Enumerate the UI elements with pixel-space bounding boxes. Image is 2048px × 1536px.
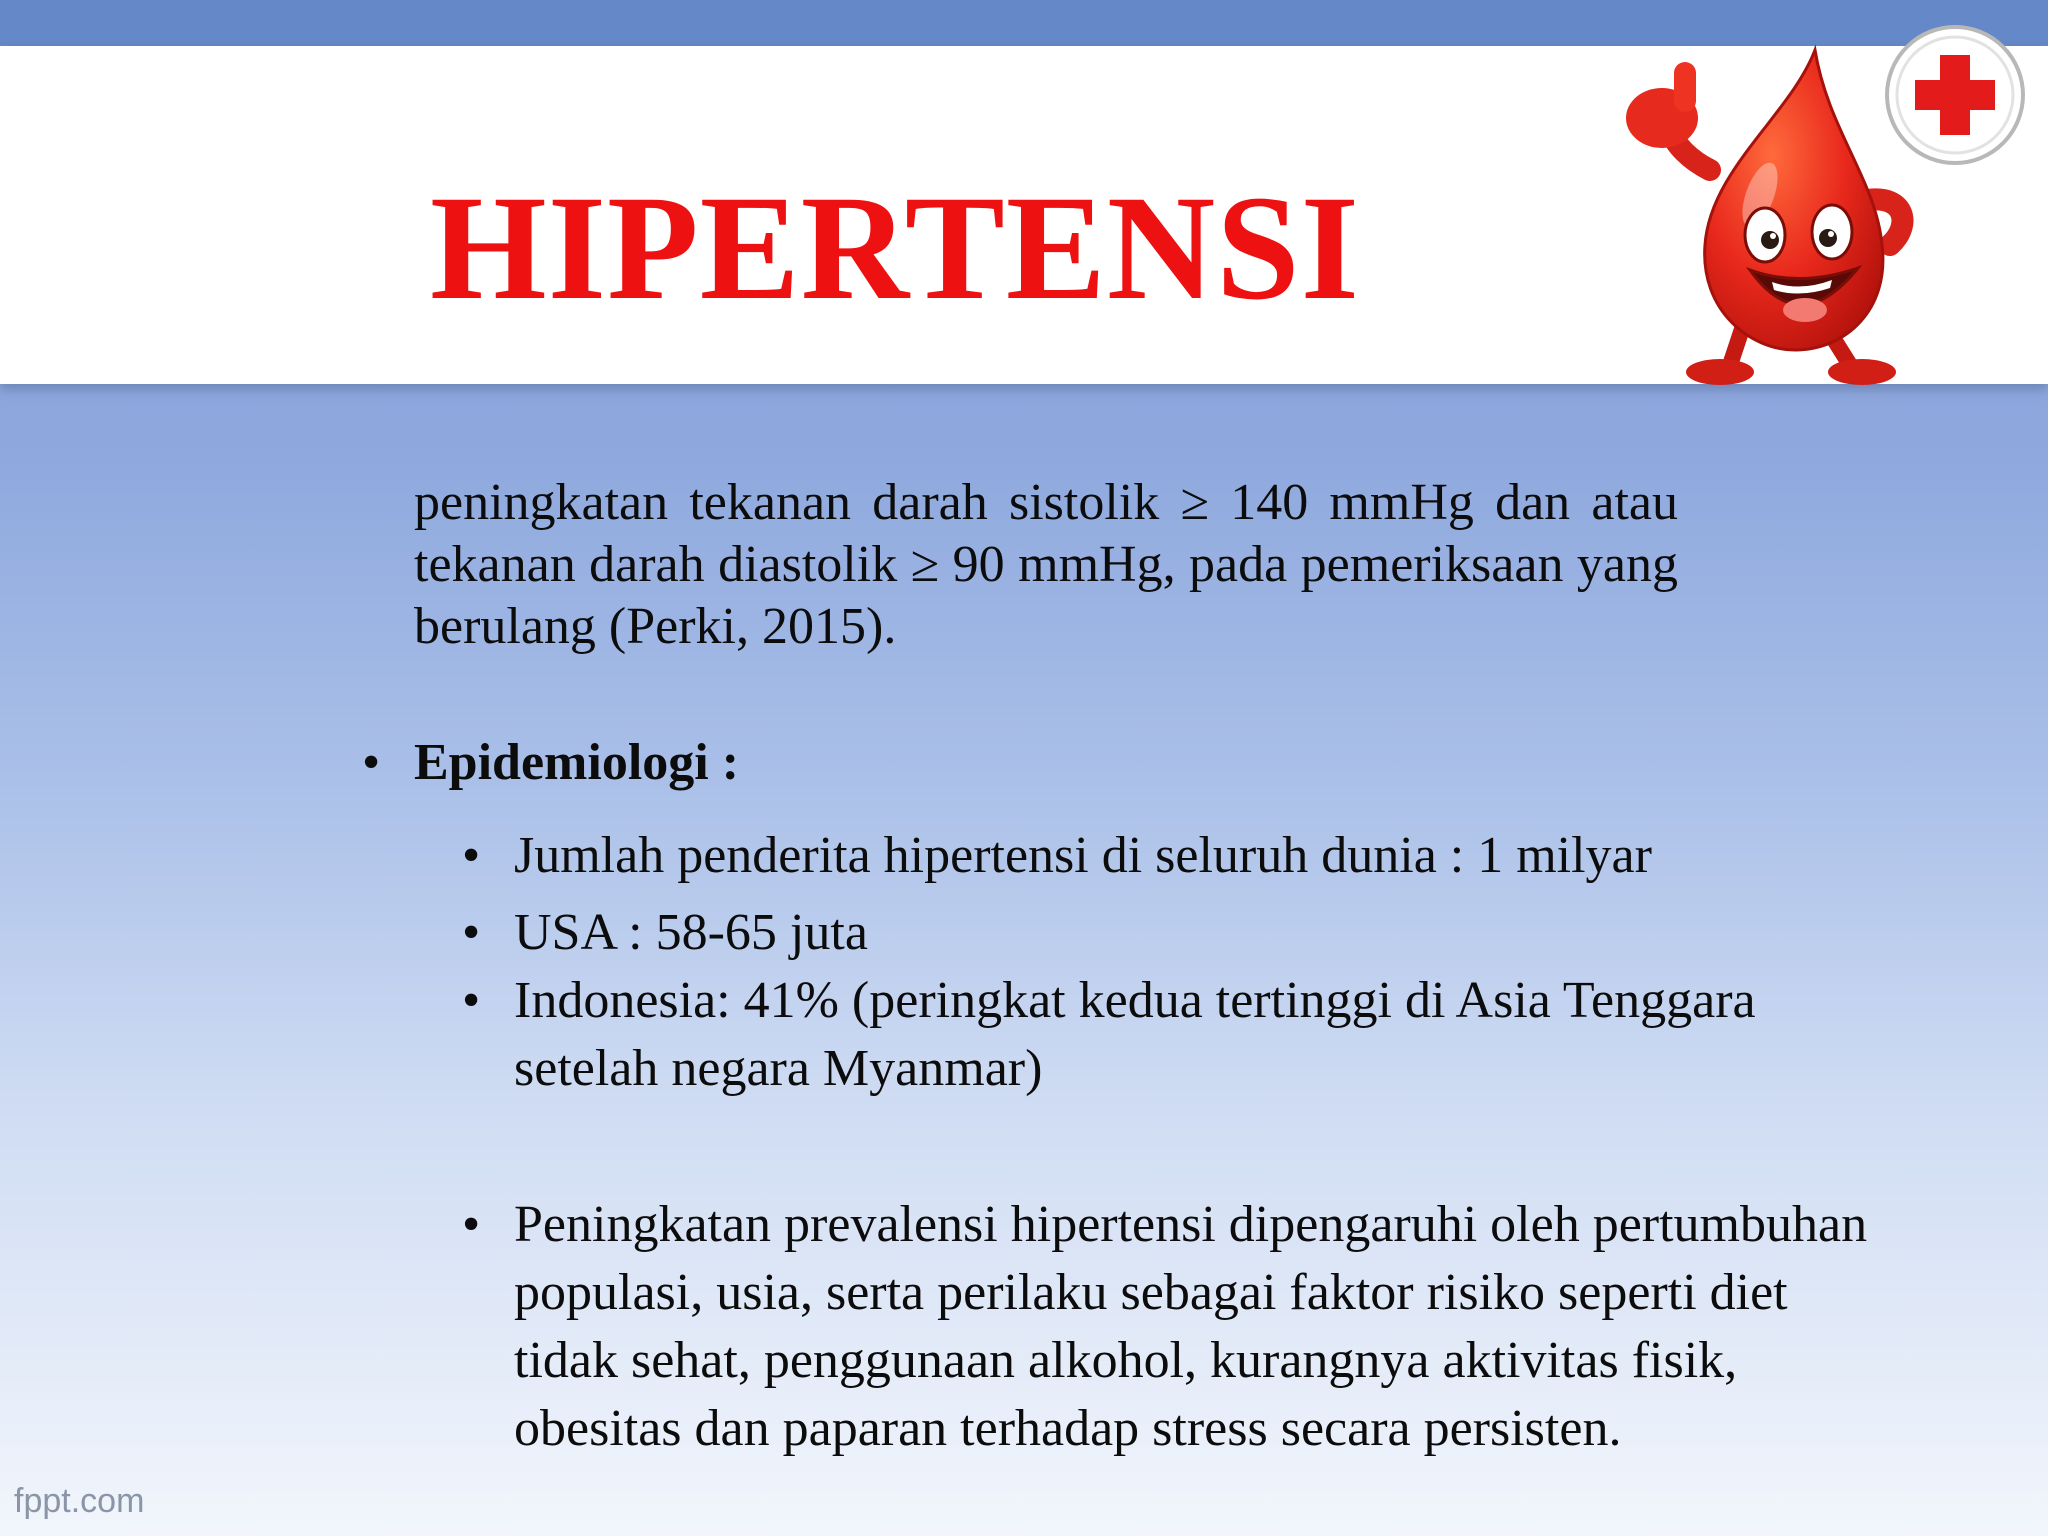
list-item: [462, 1191, 1902, 1463]
list-item-text: Jumlah penderita hipertensi di seluruh dunia : 1 milyar: [514, 827, 1652, 884]
slide-title: HIPERTENSI: [430, 165, 1360, 331]
list-item: [462, 899, 1902, 967]
epidemiology-heading: [362, 732, 739, 794]
bullet-icon: •: [462, 827, 481, 884]
list-item-text: USA : 58-65 juta: [514, 904, 868, 961]
list-item: [462, 967, 1902, 1103]
blood-drop-mascot-icon: [1600, 20, 2030, 390]
list-item-text: Peningkatan prevalensi hipertensi dipengaruhi oleh pertumbuhan populasi, usia, serta perilaku sebagai faktor risiko seperti diet tidak sehat, penggunaan alkohol, kurangnya aktivitas fisik, obesitas dan paparan terhadap stress secara persisten.: [514, 1196, 1868, 1457]
epidemiology-heading-label: Epidemiologi :: [414, 734, 740, 791]
definition-text: peningkatan tekanan darah sistolik ≥ 140 mmHg dan atau tekanan darah diastolik ≥ 90 mmHg, pada pemeriksaan yang berulang (Perki, 2015).: [414, 474, 1678, 655]
list-item-text: Indonesia: 41% (peringkat kedua tertinggi di Asia Tenggara setelah negara Myanmar): [514, 972, 1756, 1097]
red-cross-icon: [1887, 27, 2023, 163]
bullet-icon: •: [462, 1196, 481, 1253]
bullet-icon: •: [462, 904, 481, 961]
footer-brand: fppt.com: [14, 1482, 145, 1520]
epidemiology-list: [462, 822, 1902, 1463]
bullet-icon: •: [462, 972, 481, 1029]
list-item: [462, 822, 1902, 890]
bullet-icon: •: [362, 734, 381, 791]
